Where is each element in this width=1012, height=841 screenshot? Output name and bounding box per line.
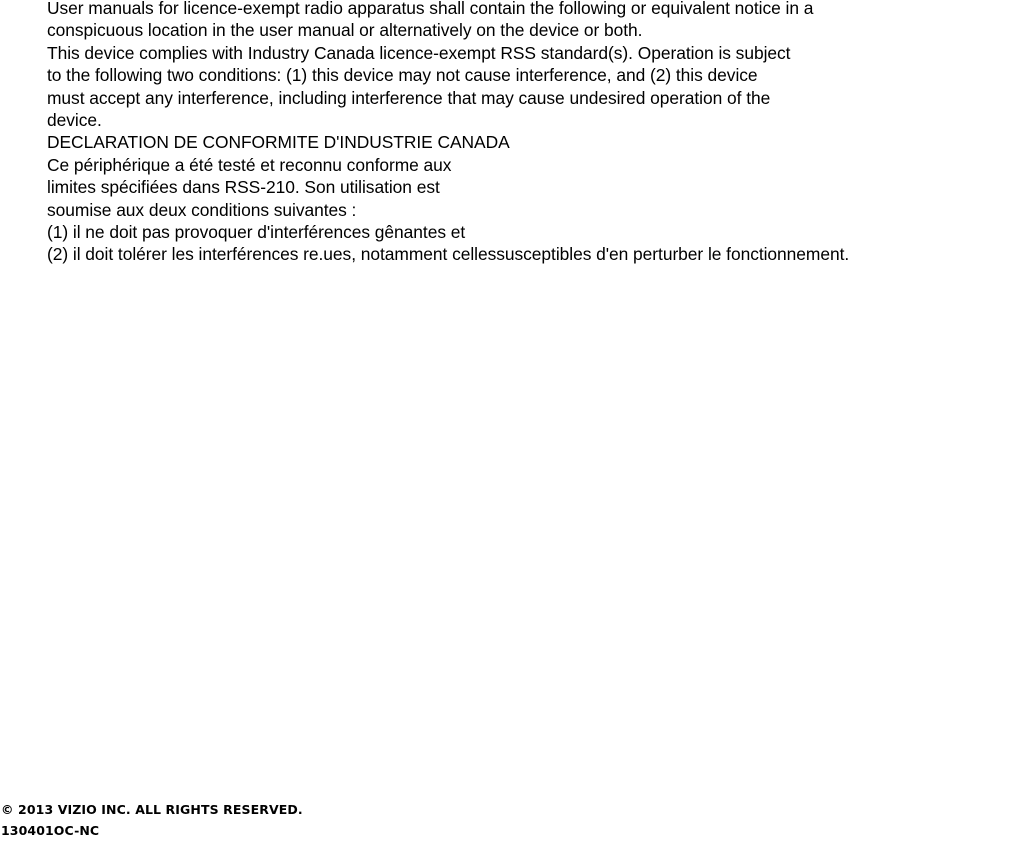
notice-line-9: limites spécifiées dans RSS-210. Son utilisation est — [47, 177, 440, 198]
notice-line-1: User manuals for licence-exempt radio apparatus shall contain the following or equivalent notice in a — [47, 0, 814, 18]
notice-line-2: conspicuous location in the user manual or alternatively on the device or both. — [47, 20, 643, 41]
page-footer — [1, 799, 303, 841]
document-code: 130401OC-NC — [1, 823, 100, 838]
notice-line-12: (2) il doit tolérer les interférences re.ues, notamment cellessusceptibles d'en perturber le fonctionnement. — [47, 244, 850, 265]
notice-line-10: soumise aux deux conditions suivantes : — [47, 199, 357, 220]
copyright-text: © 2013 VIZIO INC. ALL RIGHTS RESERVED. — [1, 802, 303, 817]
notice-line-5: must accept any interference, including interference that may cause undesired operation of the — [47, 87, 771, 108]
notice-line-11: (1) il ne doit pas provoquer d'interférences gênantes et — [47, 222, 466, 243]
notice-line-3: This device complies with Industry Canada licence-exempt RSS standard(s). Operation is subject — [47, 42, 791, 63]
notice-line-6: device. — [47, 110, 102, 131]
notice-heading-fr: DECLARATION DE CONFORMITE D'INDUSTRIE CANADA — [47, 132, 510, 153]
notice-line-4: to the following two conditions: (1) this device may not cause interference, and (2) this device — [47, 65, 758, 86]
regulatory-notice — [47, 0, 1012, 266]
notice-line-8: Ce périphérique a été testé et reconnu conforme aux — [47, 154, 452, 175]
